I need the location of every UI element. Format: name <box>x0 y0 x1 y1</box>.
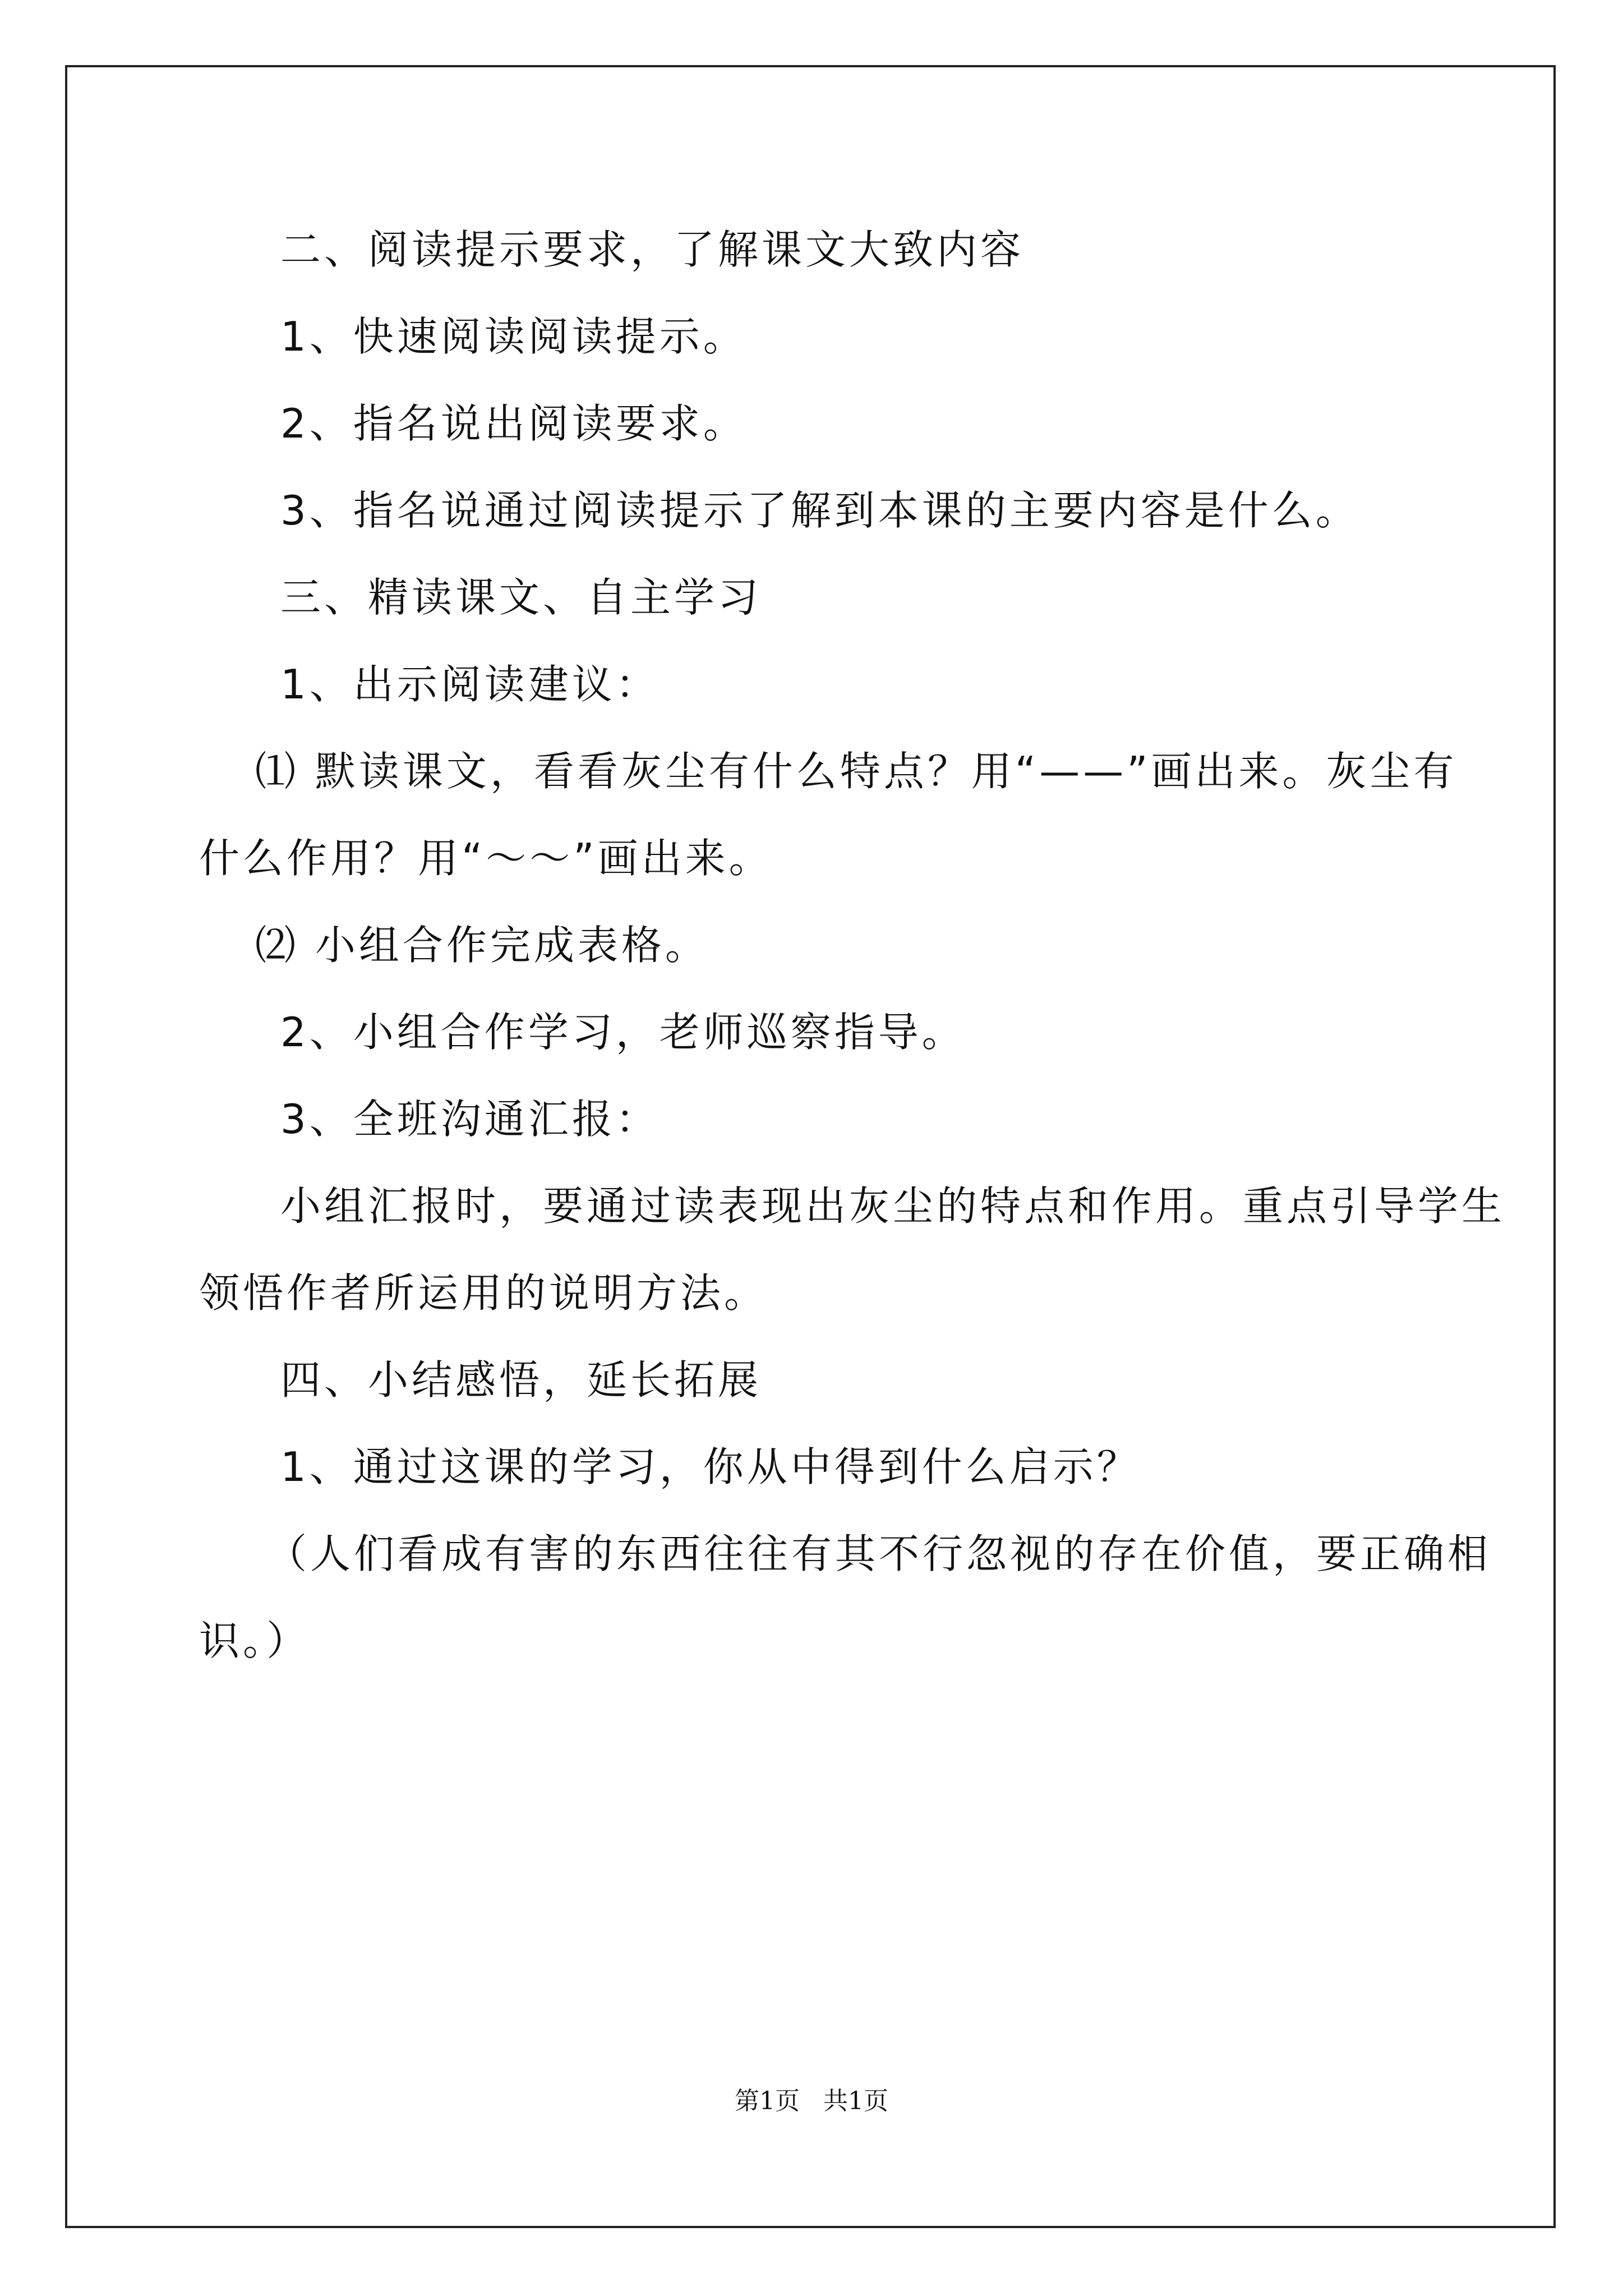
list-item: 1、出示阅读建议： <box>280 661 660 708</box>
paragraph-line: 识。） <box>199 1617 311 1664</box>
paragraph-line: （人们看成有害的东西往往有其不行忽视的存在价值，要正确相 <box>266 1530 1492 1577</box>
paragraph-line: 小组汇报时，要通过读表现出灰尘的特点和作用。重点引导学生 <box>280 1182 1506 1230</box>
list-item: 1、快速阅读阅读提示。 <box>280 313 747 360</box>
list-item: 2、小组合作学习，老师巡察指导。 <box>280 1009 966 1056</box>
paragraph-line: ⑴ 默读课文，看看灰尘有什么特点？用“——”画出来。灰尘有 <box>255 748 1458 795</box>
list-item: 2、指名说出阅读要求。 <box>280 400 747 447</box>
paragraph-line: 什么作用？用“～～”画出来。 <box>199 835 773 882</box>
section-heading-4: 四、小结感悟，延长拓展 <box>280 1356 762 1404</box>
paragraph-line: ⑵ 小组合作完成表格。 <box>255 922 709 969</box>
section-heading-2: 二、阅读提示要求，了解课文大致内容 <box>280 226 1025 273</box>
paragraph-line: 领悟作者所运用的说明方法。 <box>199 1269 768 1317</box>
page-footer: 第1页 共1页 <box>735 2087 888 2115</box>
section-heading-3: 三、精读课文、自主学习 <box>280 574 762 621</box>
list-item: 1、通过这课的学习，你从中得到什么启示？ <box>280 1443 1141 1490</box>
list-item: 3、全班沟通汇报： <box>280 1096 660 1143</box>
list-item: 3、指名说通过阅读提示了解到本课的主要内容是什么。 <box>280 487 1359 534</box>
page-border <box>65 65 1556 2228</box>
